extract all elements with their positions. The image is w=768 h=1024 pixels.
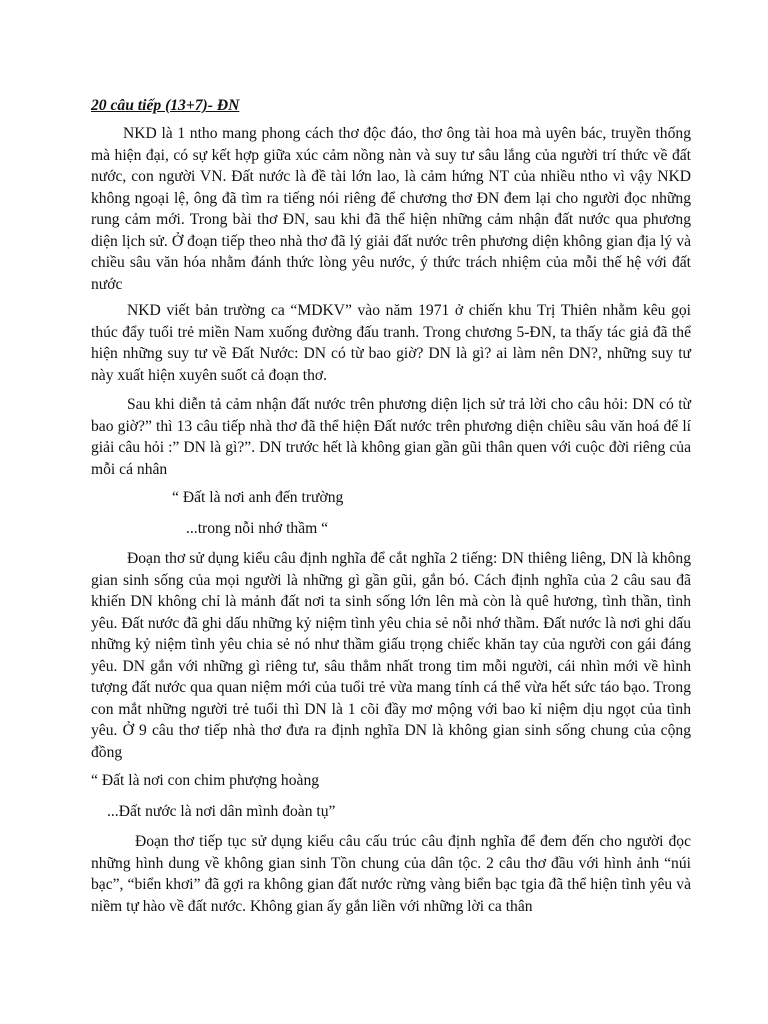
paragraph-2	[91, 300, 691, 386]
paragraph-4	[91, 548, 691, 763]
paragraph-5	[91, 831, 691, 917]
paragraph-4-text: Đoạn thơ sử dụng kiểu câu định nghĩa để cắt nghĩa 2 tiếng: DN thiêng liêng, DN là không gian sinh sống của mọi người là những gì gần gũi, gắn bó. Cách định nghĩa của 2 câu sau đã khiến DN không chỉ là mảnh đất nơi ta sinh sống lớn lên mà còn là quê hương, tình thần, tình yêu. Đất nước đã ghi dấu những kỷ niệm tình yêu chia sẻ nỗi nhớ thầm. Đất nước là nơi ghi dấu những kỷ niệm tình yêu chia sẻ nó như thầm giấu trọng chiếc khăn tay của người con gái đáng yêu. DN gắn với những gì riêng tư, sâu thẳm nhất trong tim mỗi người, cái nhìn mới về hình tượng đất nước qua quan niệm mới của tuổi trẻ vừa mang tính cá thể vừa hết sức táo bạo. Trong con mắt những người trẻ tuổi thì DN là 1 cõi đầy mơ mộng với bao kỉ niệm dịu ngọt của tình yêu. Ở 9 câu thơ tiếp nhà thơ đưa ra định nghĩa DN là không gian sinh sống chung của cộng đồng	[91, 550, 691, 761]
paragraph-3-text: Sau khi diễn tả cảm nhận đất nước trên phương diện lịch sử trả lời cho câu hỏi: DN có từ bao giờ?” thì 13 câu tiếp nhà thơ đã thể hiện Đất nước trên phương diện chiều sâu văn hoá để lí giải câu hỏi :” DN là gì?”. DN trước hết là không gian gần gũi thân quen với cuộc đời riêng của mỗi cá nhân	[91, 396, 691, 478]
verse-line-1: “ Đất là nơi anh đến trường	[172, 489, 344, 506]
document-title: 20 câu tiếp (13+7)- ĐN	[91, 97, 240, 114]
verse-line-4: ...Đất nước là nơi dân mình đoàn tụ”	[107, 803, 336, 820]
verse-line-2: ...trong nỗi nhớ thầm “	[186, 520, 329, 537]
paragraph-3	[91, 394, 691, 480]
paragraph-1-text: NKD là 1 ntho mang phong cách thơ độc đáo, thơ ông tài hoa mà uyên bác, truyền thống mà hiện đại, có sự kết hợp giữa xúc cảm nồng nàn và suy tư sâu lắng của người trí thức về đất nước, con người VN. Đất nước là đề tài lớn lao, là cảm hứng NT của nhiều ntho vì vậy NKD không ngoại lệ, ông đã tìm ra tiếng nói riêng để chương thơ ĐN đem lại cho người đọc những rung cảm mới. Trong bài thơ ĐN, sau khi đã thể hiện những cảm nhận đất nước qua phương diện lịch sử. Ở đoạn tiếp theo nhà thơ đã lý giải đất nước trên phương diện không gian địa lý và chiều sâu văn hóa nhằm đánh thức lòng yêu nước, ý thức trách nhiệm của mỗi thế hệ với đất nước	[91, 125, 691, 293]
paragraph-1	[91, 123, 691, 295]
paragraph-5-text: Đoạn thơ tiếp tục sử dụng kiểu câu cấu trúc câu định nghĩa để đem đến cho người đọc những hình dung về không gian sinh Tồn chung của dân tộc. 2 câu thơ đầu với hình ảnh “núi bạc”, “biển khơi” đã gợi ra không gian đất nước rừng vàng biển bạc tgia đã thể hiện tình yêu và niềm tự hào về đất nước. Không gian ấy gắn liền với những lời ca thân	[91, 833, 691, 915]
paragraph-2-text: NKD viết bản trường ca “MDKV” vào năm 1971 ở chiến khu Trị Thiên nhằm kêu gọi thúc đẩy tuổi trẻ miền Nam xuống đường đấu tranh. Trong chương 5-ĐN, ta thấy tác giả đã thể hiện những suy tư về Đất Nước: DN có từ bao giờ? DN là gì? ai làm nên DN?, những suy tư này xuất hiện xuyên suốt cả đoạn thơ.	[91, 302, 691, 384]
verse-line-3: “ Đất là nơi con chim phượng hoàng	[91, 772, 320, 789]
